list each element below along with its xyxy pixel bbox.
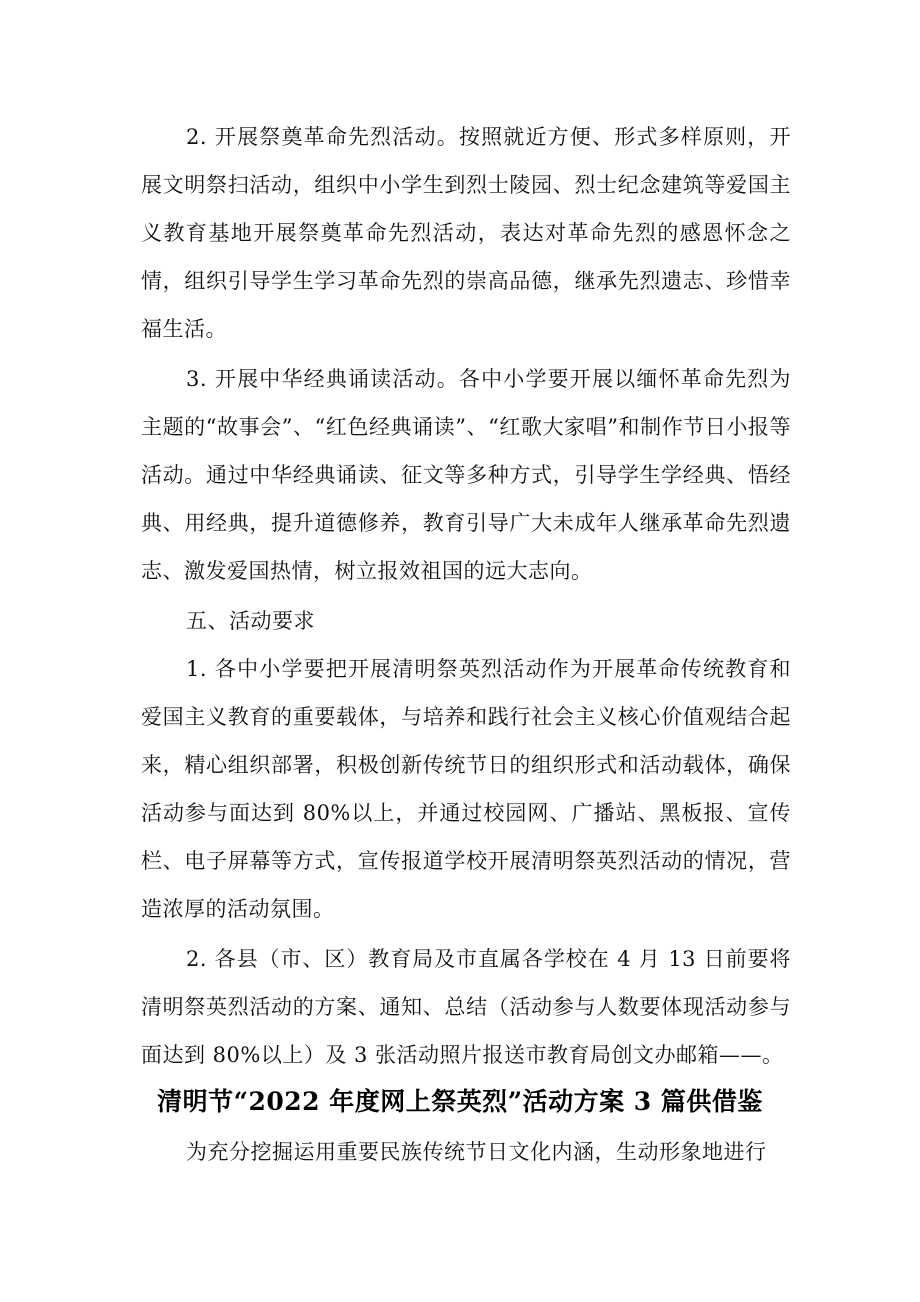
paragraph-requirement-2: 2. 各县（市、区）教育局及市直属各学校在 4 月 13 日前要将清明祭英烈活动的方案、通知、总结（活动参与人数要体现活动参与面达到 80%以上）及 3 张活动照片报送市教育局创文办邮箱——。 [141, 947, 791, 1067]
section-heading-requirements: 五、活动要求 [186, 609, 315, 633]
document-title: 清明节“2022 年度网上祭英烈”活动方案 3 篇供借鉴 [157, 1087, 763, 1116]
paragraph-intro: 为充分挖掘运用重要民族传统节日文化内涵，生动形象地进行 [186, 1140, 767, 1164]
paragraph-classic-reading: 3. 开展中华经典诵读活动。各中小学要开展以缅怀革命先烈为主题的“故事会”、“红色经典诵读”、“红歌大家唱”和制作节日小报等活动。通过中华经典诵读、征文等多种方式，引导学生学经典、悟经典、用经典，提升道德修养，教育引导广大未成年人继承革命先烈遗志、激发爱国热情，树立报效祖国的远大志向。 [141, 367, 791, 583]
paragraph-memorial-activity: 2. 开展祭奠革命先烈活动。按照就近方便、形式多样原则，开展文明祭扫活动，组织中小学生到烈士陵园、烈士纪念建筑等爱国主义教育基地开展祭奠革命先烈活动，表达对革命先烈的感恩怀念之情，组织引导学生学习革命先烈的崇高品德，继承先烈遗志、珍惜幸福生活。 [141, 125, 791, 341]
paragraph-requirement-1: 1. 各中小学要把开展清明祭英烈活动作为开展革命传统教育和爱国主义教育的重要载体，与培养和践行社会主义核心价值观结合起来，精心组织部署，积极创新传统节日的组织形式和活动载体，确保活动参与面达到 80%以上，并通过校园网、广播站、黑板报、宣传栏、电子屏幕等方式，宣传报道学校开展清明祭英烈活动的情况，营造浓厚的活动氛围。 [141, 657, 791, 921]
